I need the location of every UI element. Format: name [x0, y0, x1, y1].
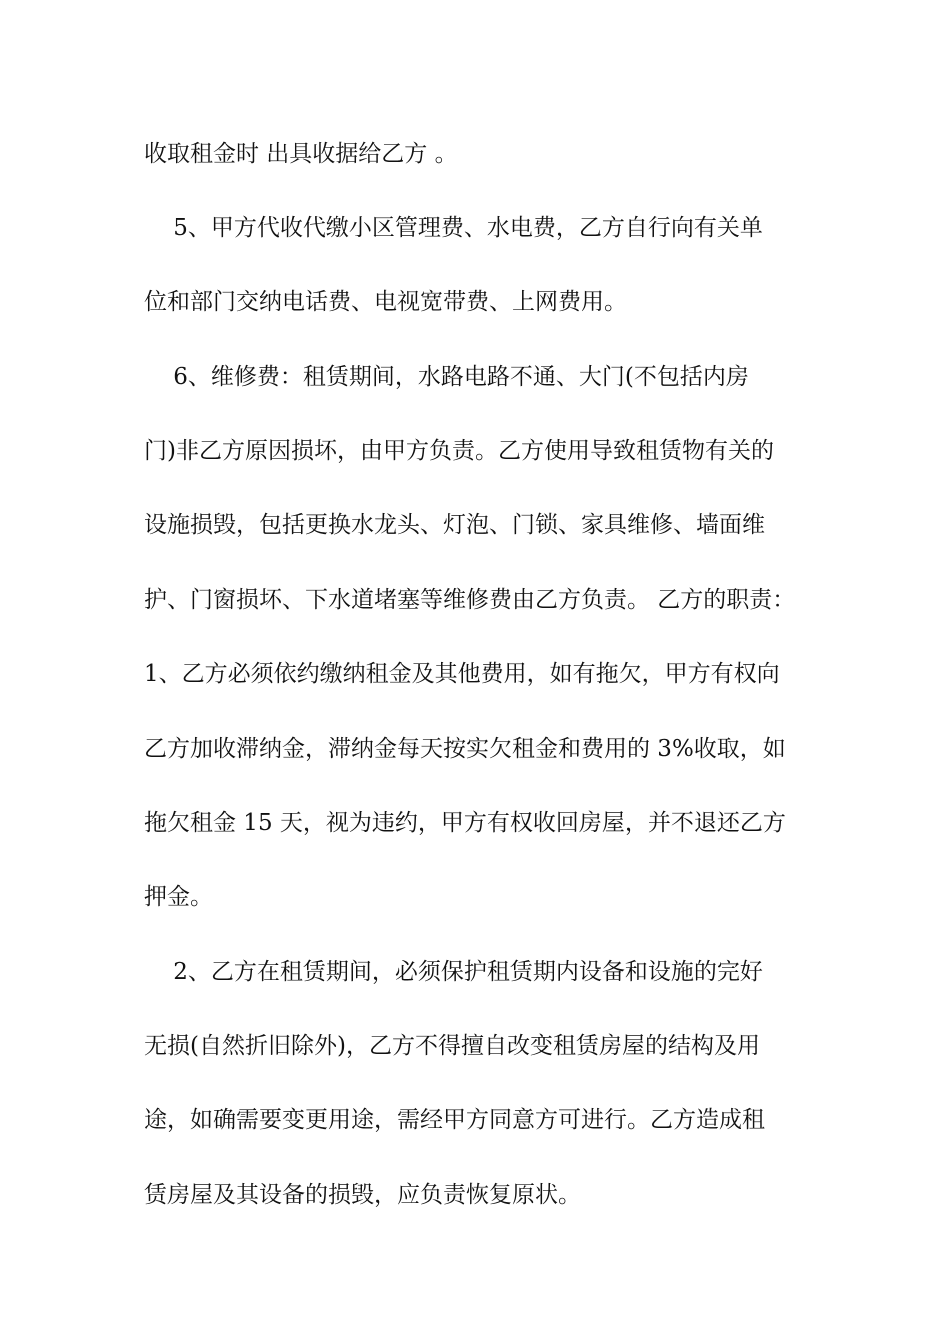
text-line: 设施损毁，包括更换水龙头、灯泡、门锁、家具维修、墙面维: [144, 512, 765, 538]
text-line: 6、维修费：租赁期间，水路电路不通、大门(不包括内房: [144, 364, 749, 390]
text-line: 门)非乙方原因损坏，由甲方负责。乙方使用导致租赁物有关的: [144, 438, 774, 464]
text-line: 拖欠租金 15 天，视为违约，甲方有权收回房屋，并不退还乙方: [144, 810, 786, 836]
text-line: 5、甲方代收代缴小区管理费、水电费，乙方自行向有关单: [144, 215, 763, 241]
text-line: 赁房屋及其设备的损毁，应负责恢复原状。: [144, 1182, 581, 1208]
text-line: 无损(自然折旧除外)，乙方不得擅自改变租赁房屋的结构及用: [144, 1033, 760, 1059]
text-line: 护、门窗损坏、下水道堵塞等维修费由乙方负责。 乙方的职责：: [144, 587, 796, 613]
text-line: 2、乙方在租赁期间，必须保护租赁期内设备和设施的完好: [144, 959, 763, 985]
text-line: 途，如确需要变更用途，需经甲方同意方可进行。乙方造成租: [144, 1107, 765, 1133]
text-line: 乙方加收滞纳金，滞纳金每天按实欠租金和费用的 3%收取，如: [144, 736, 786, 762]
text-line: 1、乙方必须依约缴纳租金及其他费用，如有拖欠，甲方有权向: [144, 661, 780, 687]
text-line: 押金。: [144, 884, 213, 910]
text-line: 位和部门交纳电话费、电视宽带费、上网费用。: [144, 289, 627, 315]
text-line: 收取租金时 出具收据给乙方 。: [144, 141, 458, 167]
